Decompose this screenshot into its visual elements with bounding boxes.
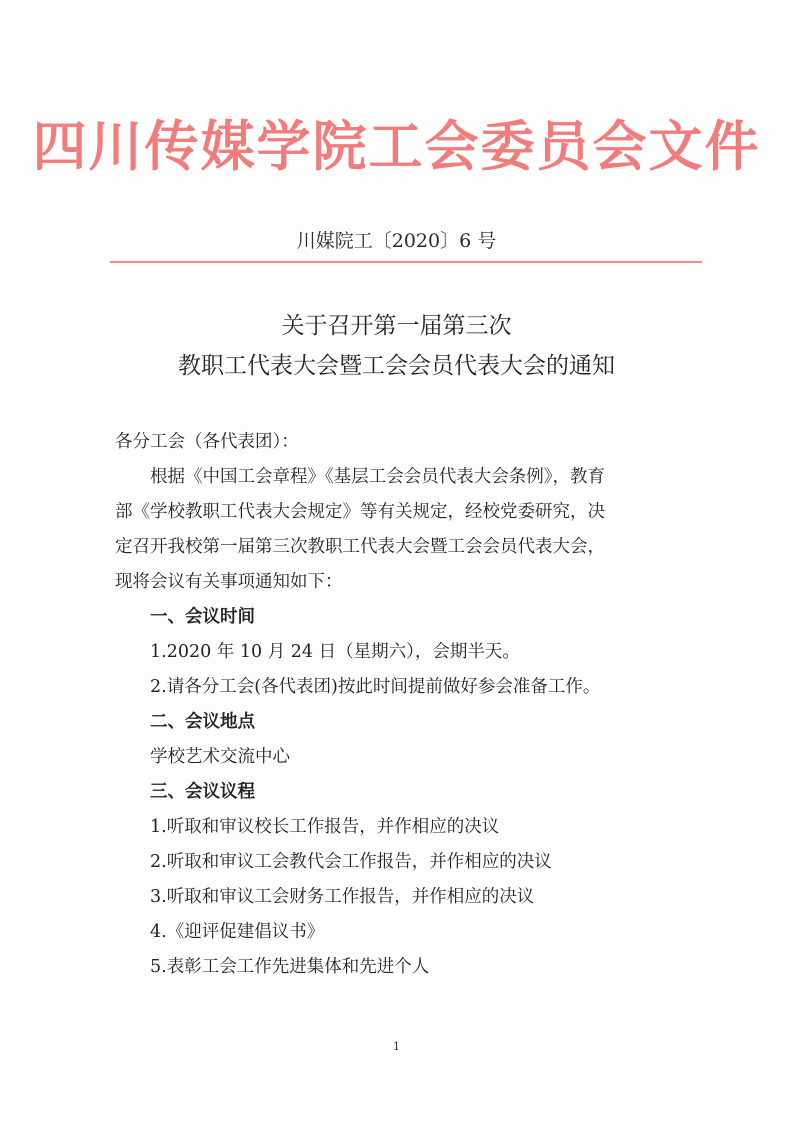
document-number: 川媒院工〔2020〕6 号: [296, 230, 497, 252]
notice-title-line-2: 教职工代表大会暨工会会员代表大会的通知: [178, 353, 615, 379]
page-number: 1: [393, 1040, 400, 1053]
notice-title-line-1: 关于召开第一届第三次: [281, 313, 512, 339]
section-heading-agenda: 三、会议议程: [150, 782, 255, 802]
issuing-org-title: 四川传媒学院工会委员会文件: [32, 115, 761, 178]
red-divider-rule: [110, 261, 702, 263]
salutation: 各分工会（各代表团）：: [115, 432, 299, 452]
agenda-item: 1.听取和审议校长工作报告，并作相应的决议: [150, 817, 500, 837]
intro-paragraph-line: 定召开我校第一届第三次教职工代表大会暨工会会员代表大会，: [115, 537, 605, 557]
agenda-item: 3.听取和审议工会财务工作报告，并作相应的决议: [150, 887, 535, 907]
section-heading-time: 一、会议时间: [150, 607, 255, 627]
section-item: 学校艺术交流中心: [150, 747, 290, 767]
notice-title: [0, 306, 793, 386]
section-item: 1.2020 年 10 月 24 日（星期六），会期半天。: [150, 642, 520, 662]
intro-paragraph-line: 根据《中国工会章程》《基层工会会员代表大会条例》，教育: [150, 467, 605, 487]
agenda-item: 2.听取和审议工会教代会工作报告，并作相应的决议: [150, 852, 552, 872]
section-item: 2.请各分工会(各代表团)按此时间提前做好参会准备工作。: [150, 677, 601, 697]
agenda-item: 5.表彰工会工作先进集体和先进个人: [150, 957, 430, 977]
notice-body: [115, 425, 690, 985]
intro-paragraph-line: 现将会议有关事项通知如下：: [115, 572, 343, 592]
intro-paragraph-line: 部《学校教职工代表大会规定》等有关规定，经校党委研究，决: [115, 502, 605, 522]
section-heading-location: 二、会议地点: [150, 712, 255, 732]
agenda-item: 4.《迎评促建倡议书》: [150, 922, 325, 942]
